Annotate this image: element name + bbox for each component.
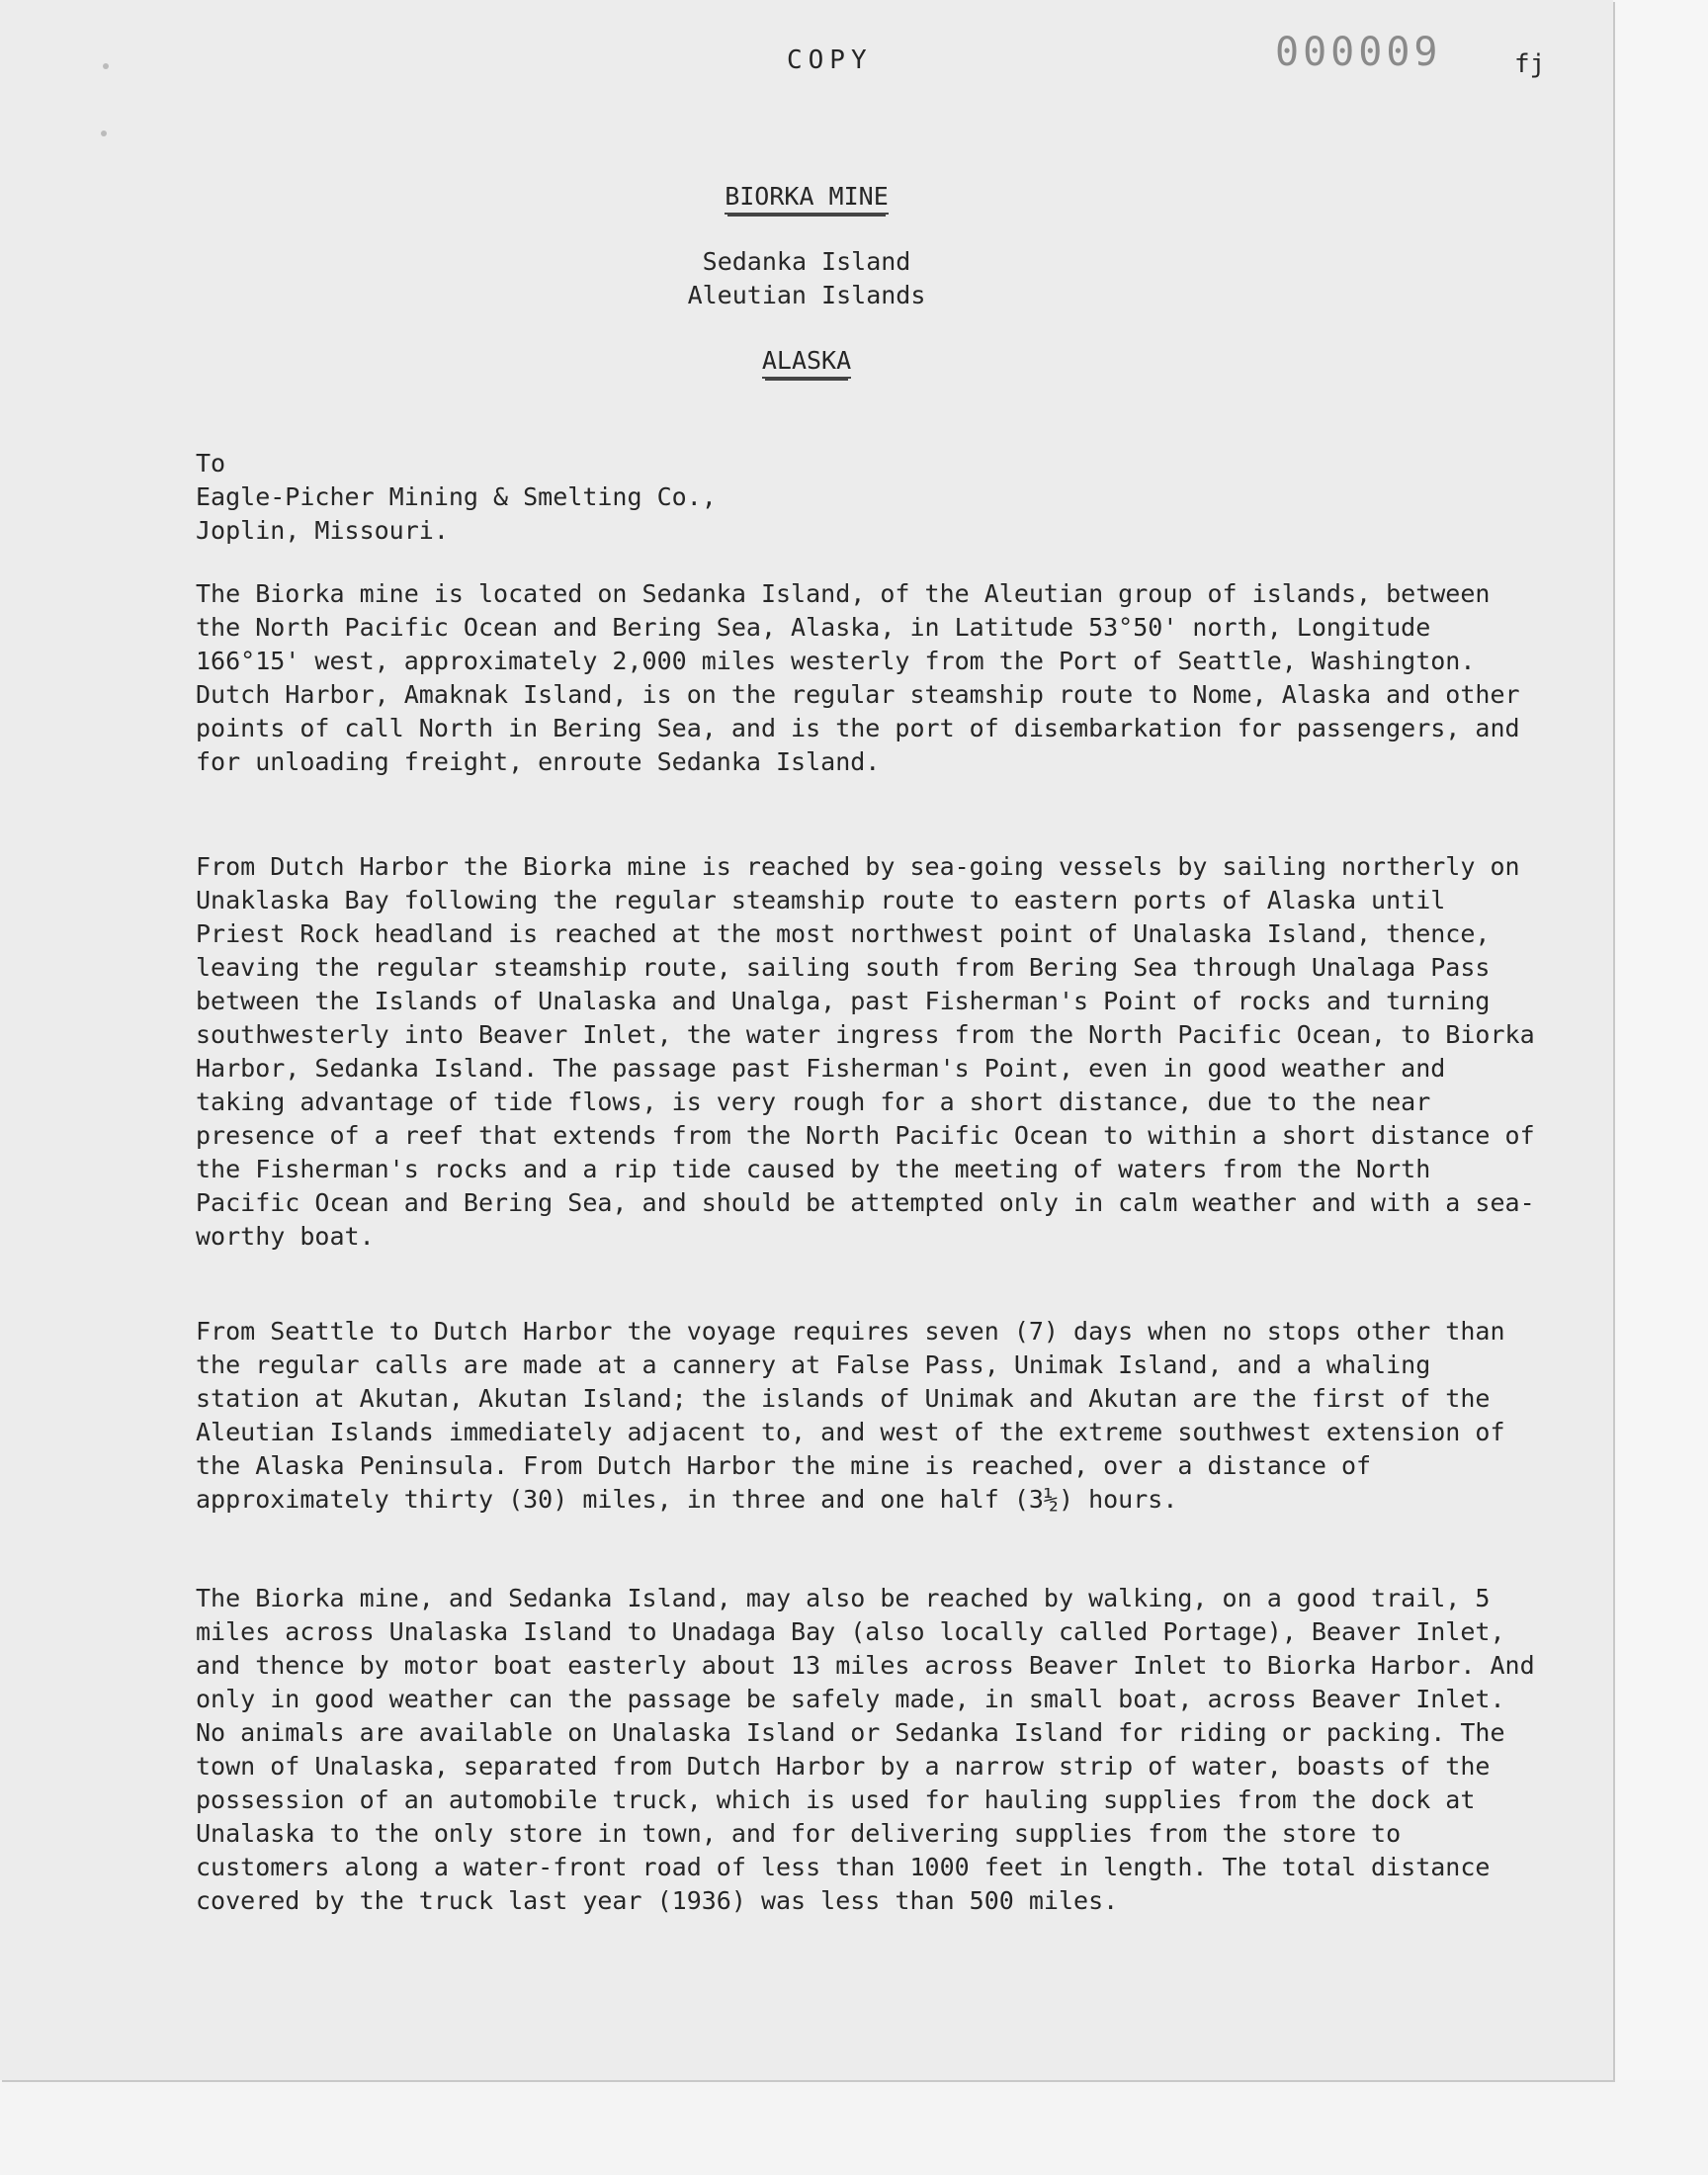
document-number-stamp: 000009 — [1275, 30, 1442, 75]
state-heading — [0, 346, 1613, 375]
punch-mark — [103, 63, 109, 69]
scan-margin-right — [1613, 0, 1708, 2080]
address-line-2: Joplin, Missouri. — [196, 516, 449, 545]
paragraph-voyage-time: From Seattle to Dutch Harbor the voyage requires seven (7) days when no stops other than the regular calls are made at a cannery at False Pass, Unimak Island, and a whaling station at Akutan, Akutan Island; the islands of Unimak and Akutan are the first of the Aleutian Islands immediately adjacent to, and west of the extreme southwest extension of the Alaska Peninsula. From Dutch Harbor the mine is reached, over a distance of approximately thirty (30) miles, in three and one half (3½) hours. — [196, 1317, 1505, 1514]
location-line-1: Sedanka Island — [702, 247, 911, 276]
location-line-2: Aleutian Islands — [687, 281, 926, 309]
address-line-1: Eagle-Picher Mining & Smelting Co., — [196, 482, 717, 511]
scan-margin-bottom — [0, 2080, 1708, 2175]
paragraph-sea-route: From Dutch Harbor the Biorka mine is reached by sea-going vessels by sailing northerly on Unaklaska Bay following the regular steamship route to eastern ports of Alaska until Priest Rock headland is reached at the most northwest point of Unalaska Island, thence, leaving the regular steamship route, sailing south from Bering Sea through Unalaga Pass between the Islands of Unalaska and Unalga, past Fisherman's Point of rocks and turning southwesterly into Beaver Inlet, the water ingress from the North Pacific Ocean, to Biorka Harbor, Sedanka Island. The passage past Fisherman's Point, even in good weather and taking advantage of tide flows, is very rough for a short distance, due to the near presence of a reef that extends from the North Pacific Ocean to within a short distance of the Fisherman's rocks and a rip tide caused by the meeting of waters from the North Pacific Ocean and Bering Sea, and should be attempted only in calm weather and with a sea-worthy boat. — [196, 852, 1535, 1251]
copy-label: COPY — [787, 45, 873, 75]
state-text: ALASKA — [762, 346, 851, 379]
punch-mark — [101, 130, 107, 136]
address-to: To — [196, 449, 226, 478]
handwritten-initials: fj — [1514, 49, 1546, 79]
title-text: BIORKA MINE — [725, 182, 889, 215]
paragraph-location: The Biorka mine is located on Sedanka Island, of the Aleutian group of islands, between the North Pacific Ocean and Bering Sea, Alaska, in Latitude 53°50' north, Longitude 166°15' west, approximately 2,000 miles westerly from the Port of Seattle, Washington. Dutch Harbor, Amaknak Island, is on the regular steamship route to Nome, Alaska and other points of call North in Bering Sea, and is the port of disembarkation for passengers, and for unloading freight, enroute Sedanka Island. — [196, 579, 1520, 776]
document-title — [0, 182, 1613, 211]
paragraph-overland-access: The Biorka mine, and Sedanka Island, may also be reached by walking, on a good trail, 5 miles across Unalaska Island to Unadaga Bay (also locally called Portage), Beaver Inlet, and thence by motor boat easterly about 13 miles across Beaver Inlet to Biorka Harbor. And only in good weather can the passage be safely made, in small boat, across Beaver Inlet. No animals are available on Unalaska Island or Sedanka Island for riding or packing. The town of Unalaska, separated from Dutch Harbor by a narrow strip of water, boasts of the possession of an automobile truck, which is used for hauling supplies from the dock at Unalaska to the only store in town, and for delivering supplies from the store to customers along a water-front road of less than 1000 feet in length. The total distance covered by the truck last year (1936) was less than 500 miles. — [196, 1584, 1535, 1915]
